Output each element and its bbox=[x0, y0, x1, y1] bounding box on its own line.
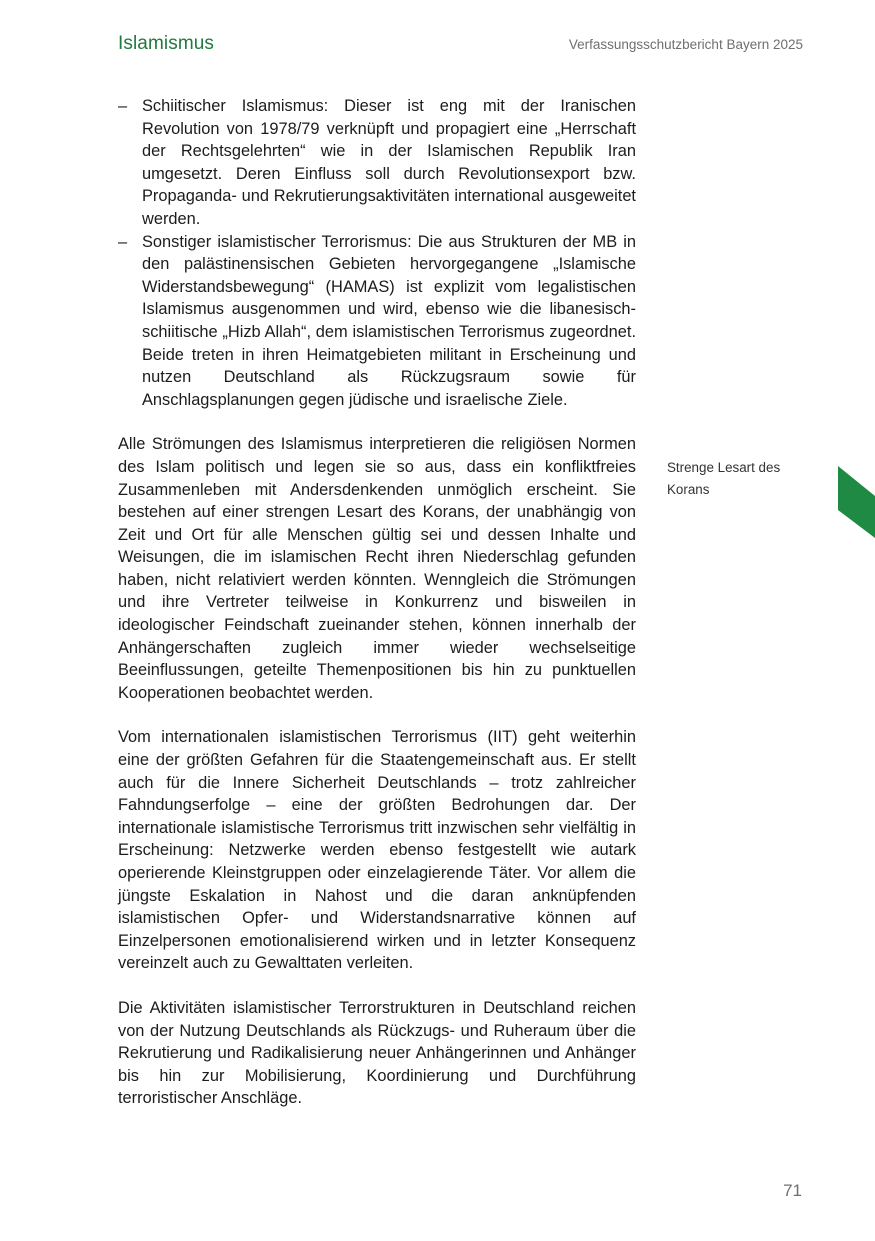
paragraph: Vom internationalen islamistischen Terrorismus (IIT) geht weiterhin eine der größten Gefahren für die Staatengemeinschaft aus. Er stellt auch für die Innere Sicherheit Deutschlands – trotz zahlreicher Fahndungserfolge – eine der größten Bedrohungen dar. Der internationale islamistische Terrorismus tritt inzwischen sehr vielfältig in Erscheinung: Netzwerke werden ebenso festgestellt wie autark operierende Kleinstgruppen oder einzelagierende Täter. Vor allem die jüngste Eskalation in Nahost und die daran anknüpfenden islamistischen Opfer- und Widerstandsnarrative können auf Einzelpersonen emotionalisierend wirken und in letzter Konsequenz vereinzelt auch zu Gewalttaten verleiten. bbox=[118, 728, 636, 973]
margin-note: Strenge Lesart des Korans bbox=[667, 460, 781, 498]
bullet-dash: – bbox=[118, 232, 128, 251]
report-title: Verfassungsschutzbericht Bayern 2025 bbox=[568, 37, 803, 52]
bullet-list bbox=[118, 95, 636, 411]
bullet-dash: – bbox=[118, 97, 128, 115]
main-text bbox=[118, 95, 636, 1110]
list-item bbox=[118, 231, 636, 412]
list-item bbox=[118, 95, 636, 231]
bullet-text: Sonstiger islamistischer Terrorismus: Die aus Strukturen der MB in den palästinensischen Gebieten hervorgegangene „Islamische Widerstandsbewegung“ (HAMAS) ist explizit vom legalistischen Islamismus ausgenommen und wird, ebenso wie die libanesisch-schiitische „Hizb Allah“, dem islamistischen Terrorismus zugeordnet. Beide treten in ihren Heimatgebieten militant in Erscheinung und nutzen Deutschland als Rückzugsraum sowie für Anschlagsplanungen gegen jüdische und israelische Ziele. bbox=[142, 232, 636, 409]
paragraph: Alle Strömungen des Islamismus interpretieren die religiösen Normen des Islam politisch und legen sie so aus, dass ein konfliktfreies Zusammenleben mit Andersdenkenden unmöglich erscheint. Sie bestehen auf einer strengen Lesart des Korans, der unabhängig von Zeit und Ort für alle Menschen gültig sei und dessen Inhalte und Weisungen, die im islamischen Recht ihren Niederschlag gefunden haben, nicht relativiert werden könnten. Wenngleich die Strömungen und ihre Vertreter teilweise in Konkurrenz und bisweilen in ideologischer Feindschaft zueinander stehen, können innerhalb der Anhängerschaften zugleich immer wieder wechselseitige Beeinflussungen, geteilte Themenpositionen bis hin zu punktuellen Kooperationen beobachtet werden. bbox=[118, 435, 636, 702]
chapter-tab-marker bbox=[838, 466, 875, 538]
section-title: Islamismus bbox=[118, 33, 215, 54]
bullet-text: Schiitischer Islamismus: Dieser ist eng mit der Iranischen Revolution von 1978/79 verknüpft und propagiert eine „Herrschaft der Rechtsgelehrten“ wie in der Islamischen Republik Iran umgesetzt. Deren Einfluss soll durch Revolutionsexport bzw. Propaganda- und Rekrutierungsaktivitäten international ausgeweitet werden. bbox=[142, 97, 636, 228]
page-number: 71 bbox=[783, 1181, 802, 1200]
paragraph: Die Aktivitäten islamistischer Terrorstrukturen in Deutschland reichen von der Nutzung Deutschlands als Rückzugs- und Ruheraum über die Rekrutierung und Radikalisierung neuer Anhängerinnen und Anhänger bis hin zur Mobilisierung, Koordinierung und Durchführung terroristischer Anschläge. bbox=[118, 998, 636, 1108]
chapter-tab-shape bbox=[838, 466, 875, 538]
